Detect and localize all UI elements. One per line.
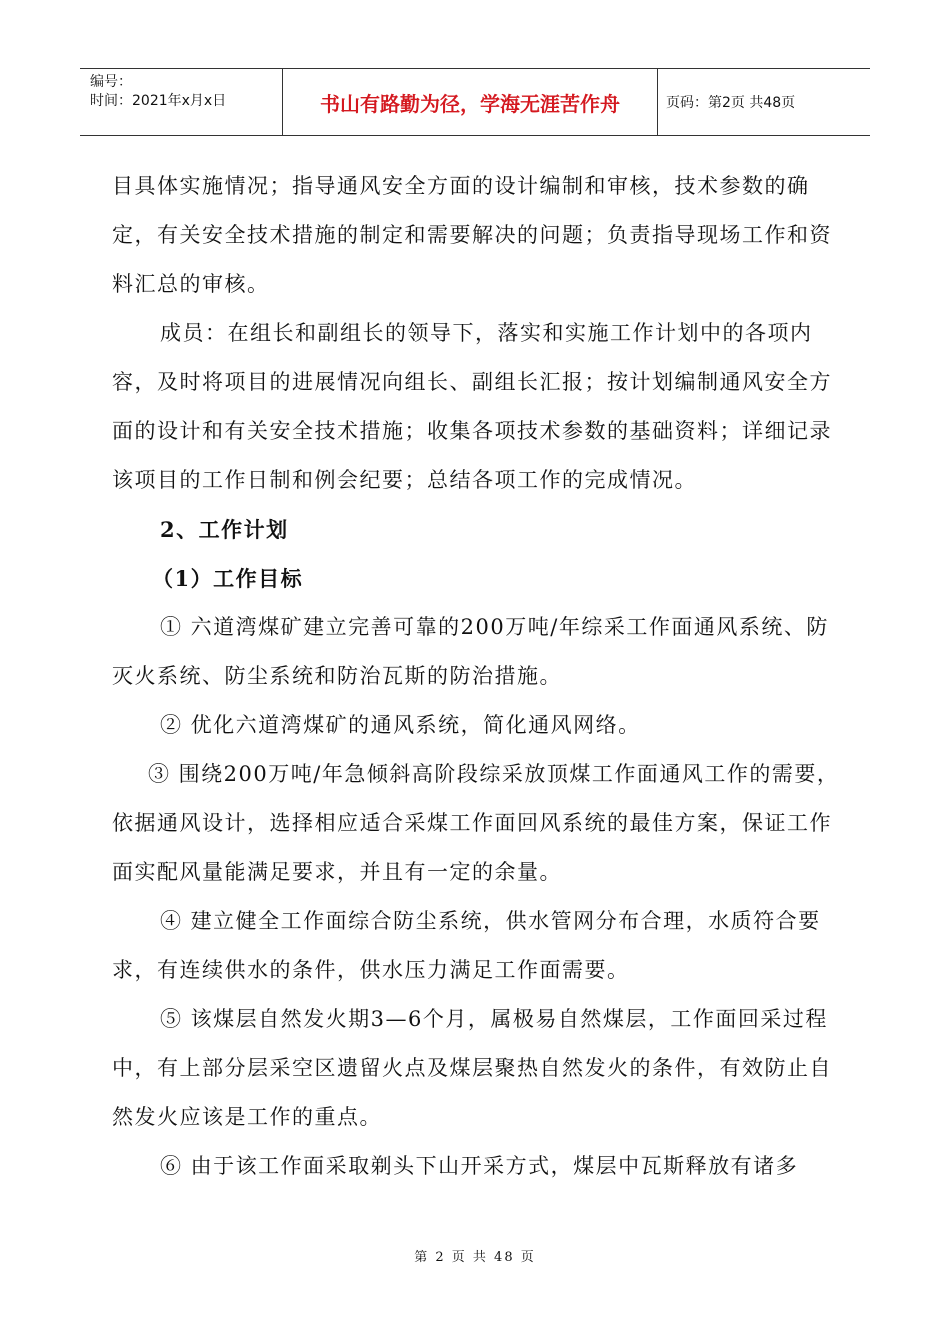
header-motto: 书山有路勤为径，学海无涯苦作舟 — [282, 69, 658, 135]
goal-item-1: ① 六道湾煤矿建立完善可靠的200万吨/年综采工作面通风系统、防灭火系统、防尘系统和防治瓦斯的防治措施。 — [112, 615, 829, 688]
subsection-heading-work-goals: （1）工作目标 — [152, 566, 304, 591]
paragraph-members: 成员：在组长和副组长的领导下，落实和实施工作计划中的各项内容，及时将项目的进展情况向组长、副组长汇报；按计划编制通风安全方面的设计和有关安全技术措施；收集各项技术参数的基础资料；详细记录该项目的工作日制和例会纪要；总结各项工作的完成情况。 — [112, 321, 832, 492]
document-number-label: 编号： — [90, 74, 132, 90]
goal-item-4: ④ 建立健全工作面综合防尘系统，供水管网分布合理，水质符合要求，有连续供水的条件，供水压力满足工作面需要。 — [112, 909, 821, 982]
header-left — [80, 69, 282, 135]
goal-item-5: ⑤ 该煤层自然发火期3—6个月，属极易自然煤层，工作面回采过程中，有上部分层采空区遗留火点及煤层聚热自然发火的条件，有效防止自然发火应该是工作的重点。 — [112, 1007, 832, 1129]
goal-item-3: ③ 围绕200万吨/年急倾斜高阶段综采放顶煤工作面通风工作的需要，依据通风设计，选择相应适合采煤工作面回风系统的最佳方案，保证工作面实配风量能满足要求，并且有一定的余量。 — [112, 762, 840, 884]
page-footer: 第 2 页 共 48 页 — [414, 1250, 536, 1265]
page-header — [80, 68, 870, 136]
document-body — [112, 162, 842, 1191]
document-date-label: 时间：2021年x月x日 — [90, 93, 227, 109]
section-heading-work-plan: 2、工作计划 — [160, 517, 289, 542]
goal-item-2: ② 优化六道湾煤矿的通风系统，简化通风网络。 — [160, 713, 641, 737]
goal-item-6: ⑥ 由于该工作面采取剃头下山开采方式，煤层中瓦斯释放有诸多 — [160, 1154, 799, 1178]
paragraph-continuation: 目具体实施情况；指导通风安全方面的设计编制和审核，技术参数的确定，有关安全技术措施的制定和需要解决的问题；负责指导现场工作和资料汇总的审核。 — [112, 174, 832, 296]
header-page-info: 页码：第2页 共48页 — [666, 95, 796, 111]
